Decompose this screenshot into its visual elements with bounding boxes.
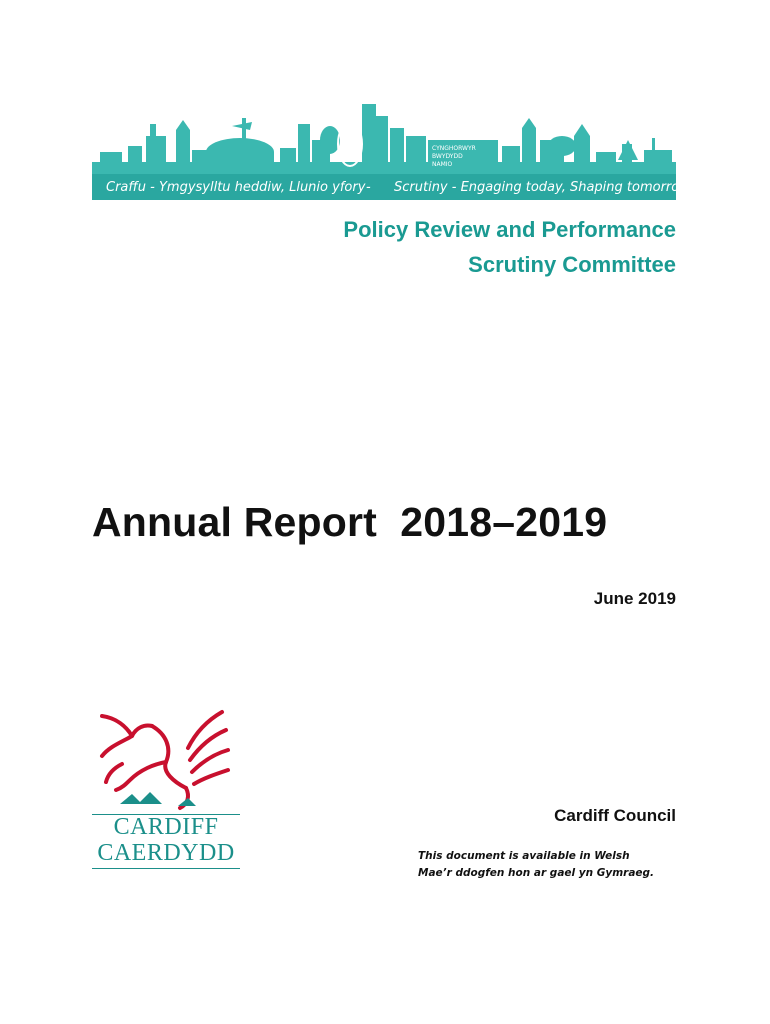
scrutiny-banner [92,100,690,200]
availability-welsh: Mae’r ddogfen hon ar gael yn Gymraeg. [418,867,655,879]
report-date: June 2019 [593,589,676,608]
banner-sign-line: NAMIO [432,161,453,168]
banner-sign-line: BWYDYDD [432,153,463,160]
tagline-separator: - [366,179,371,195]
committee-line-2: Scrutiny Committee [468,252,676,277]
tagline-english: Scrutiny - Engaging today, Shaping tomorrow [394,179,690,195]
council-name: Cardiff Council [554,806,676,825]
tagline-welsh: Craffu - Ymgysylltu heddiw, Llunio yfory [106,179,366,195]
banner-tagline [92,174,690,200]
logo-text-cardiff: CARDIFF [113,814,219,840]
logo-rule-bottom [92,868,240,869]
banner-sign-line: CYNGHORWYR [432,145,476,152]
language-availability-note [418,848,654,882]
logo-text-caerdydd: CAERDYDD [97,840,235,866]
availability-english: This document is available in Welsh [418,850,630,862]
committee-name [343,212,676,282]
committee-line-1: Policy Review and Performance [343,217,676,242]
cardiff-council-logo [92,708,240,874]
report-title: Annual Report 2018–2019 [92,499,608,545]
dragon-icon [92,708,240,812]
